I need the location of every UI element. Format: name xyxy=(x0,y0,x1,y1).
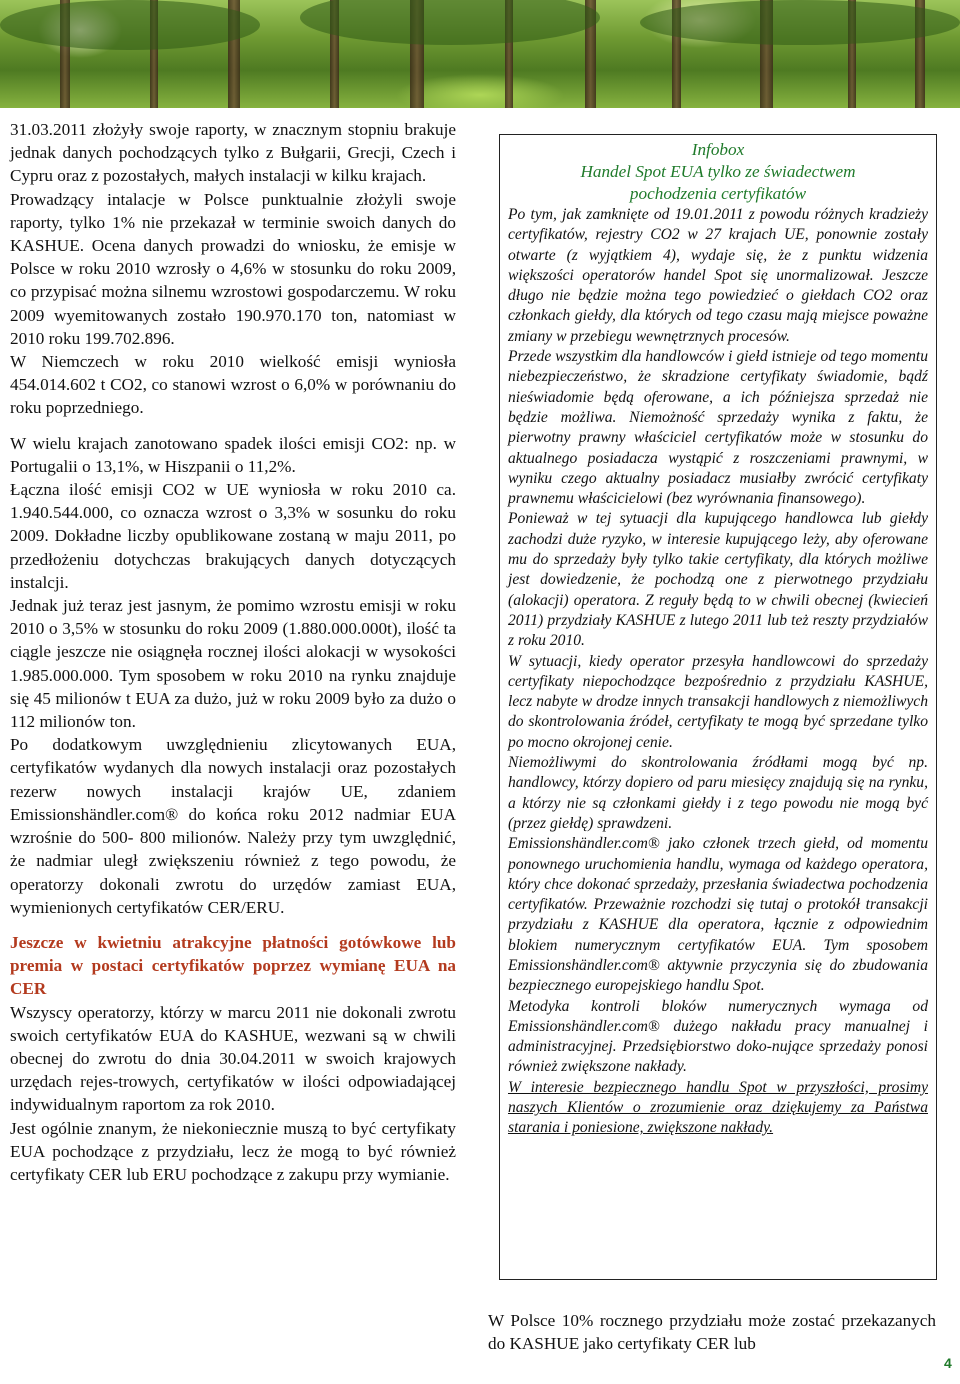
infobox-title: Handel Spot EUA tylko ze świadectwem xyxy=(580,162,856,181)
infobox-paragraph: Niemożliwymi do skontrolowania źródłami mogą być np. handlowcy, którzy dopiero od paru miesięcy znajdują się na rynku, a którzy nie są członkami giełdy i z tego powodu nie mogą być (przez giełdę) sprawdzeni. xyxy=(508,754,928,832)
infobox-paragraph: W sytuacji, kiedy operator przesyła handlowcowi do sprzedaży certyfikaty niepochodzące bezpośrednio z przydziału KASHUE, lecz nabyte w drodze innych transakcji handlowych z niemożliwych do skontrolowania źródeł, certyfikaty te mogą być sprzedane tylko po mocno okrojonej cenie. xyxy=(508,652,928,751)
paragraph: W wielu krajach zanotowano spadek ilości emisji CO2: np. w Portugalii o 13,1%, w Hiszpanii o 11,2%. xyxy=(10,433,456,476)
infobox-label: Infobox xyxy=(691,140,745,159)
paragraph: Jednak już teraz jest jasnym, że pomimo wzrostu emisji w roku 2010 o 3,5% w stosunku do roku 2009 (1.880.000.000t), ilość ta ciągle jeszcze nie osiągnęła rocznej ilości alokacji w wysokości 1.985.000.000. Tym sposobem w roku 2010 na rynku znajduje się 45 milionów t EUA za dużo, już w roku 2009 było za dużo o 112 milionów ton. xyxy=(10,596,456,732)
paragraph: Po dodatkowym uwzględnieniu zlicytowanych EUA, certyfikatów wydanych dla nowych instalacji oraz pozostałych rezerw nowych instalacji krajów UE, zdaniem Emissionshändler.com® do końca roku 2012 nadmiar EUA wzrośnie do 500- 800 milionów. Należy przy tym uwzględnić, że nadmiar uległ zwiększeniu również z tego powodu, że operatorzy dokonali zwrotu do urzędów zamiast EUA, wymienionych certyfikatów CER/ERU. xyxy=(10,735,456,917)
infobox xyxy=(499,134,937,1280)
main-article-column xyxy=(10,118,456,1186)
section-headline: Jeszcze w kwietniu atrakcyjne płatności gotówkowe lub premia w postaci certyfikatów poprzez wymianę EUA na CER xyxy=(10,932,456,999)
paragraph: W Niemczech w roku 2010 wielkość emisji wyniosła 454.014.602 t CO2, co stanowi wzrost o 6,0% w porównaniu do roku poprzedniego. xyxy=(10,352,456,418)
infobox-subtitle: pochodzenia certyfikatów xyxy=(629,184,807,203)
infobox-paragraph: Przede wszystkim dla handlowców i giełd istnieje od tego momentu niebezpieczeństwo, że skradzione certyfikaty świadomie, bądź nieświadomie będą oferowane, a ich późniejsza sprzedaż nie będzie możliwa. Niemożność sprzedaży wynika z faktu, że pierwotny prawny właściciel certyfikatów może w stosunku do aktualnego posiadacza wystąpić z roszczeniami prawnymi, w wyniku czego aktualny posiadacz musiałby zwrócić certyfikaty prawnemu właścicielowi (bez wyrównania finansowego). xyxy=(508,348,928,508)
infobox-closing-note: W interesie bezpiecznego handlu Spot w przyszłości, prosimy naszych Klientów o zrozumienie oraz dziękujemy za Państwa starania i poniesione, zwiększone nakłady. xyxy=(508,1078,928,1137)
infobox-paragraph: Emissionshändler.com® jako członek trzech giełd, od momentu ponownego uruchomienia handlu, wymaga od każdego operatora, który chce dokonać sprzedaży, przesłania świadectwa pochodzenia certyfikatów. Przeważnie rozchodzi się tutaj o protokół transakcji przydziału z KASHUE dla operatora, łącznie z odpowiednim blokiem numerycznym certyfikatów EUA. Tym sposobem Emissionshändler.com® aktywnie przyczynia się do zbudowania bezpiecznego europejskiego handlu Spot. xyxy=(508,835,928,995)
continuation-paragraph: W Polsce 10% rocznego przydziału może zostać przekazanych do KASHUE jako certyfikaty CER lub xyxy=(488,1311,936,1353)
infobox-paragraph: Po tym, jak zamknięte od 19.01.2011 z powodu różnych kradzieży certyfikatów, rejestry CO2 w 27 krajach UE, ponownie zostały otwarte (z wyjątkiem 4), wydaje się, że z punktu widzenia większości operatorów handel Spot się unormalizował. Jeszcze długo nie będzie można tego powiedzieć o giełdach CO2 oraz członkach giełdy, dla których od tego czasu mają miejsce poważne zmiany w przebiegu wewnętrznych procesów. xyxy=(508,206,928,345)
paragraph: Prowadzący intalacje w Polsce punktualnie złożyli swoje raporty, tylko 1% nie przekazał w terminie swoich danych do KASHUE. Ocena danych prowadzi do wniosku, że emisje w Polsce w roku 2010 wzrosły o 4,6% w stosunku do roku 2009, co przypisać można silnemu wzrostowi gospodarczemu. W roku 2009 wyemitowanych zostało 190.970.170 ton, natomiast w 2010 roku 199.702.896. xyxy=(10,189,456,348)
forest-banner-image xyxy=(0,0,960,108)
paragraph: Wszyscy operatorzy, którzy w marcu 2011 nie dokonali zwrotu swoich certyfikatów EUA do KASHUE, wezwani są w chwili obecnej do zwrotu do dnia 30.04.2011 w swoich krajowych urzędach rejes-trowych, certyfikatów w ilości odpowiadającej indywidualnym raportom za rok 2010. xyxy=(10,1002,456,1115)
infobox-paragraph: Ponieważ w tej sytuacji dla kupującego handlowca lub giełdy zachodzi duże ryzyko, w interesie kupującego leży, aby oferowane mu do sprzedaży były tylko takie certyfikaty, dla których możliwe jest dowiedzenie, że pochodzą one z pierwotnego przydziału (alokacji) operatora. Z reguły będą to w chwili obecnej (kwiecień 2011) przydziały KASHUE z lutego 2011 lub też reszty przydziałów z roku 2010. xyxy=(508,510,928,650)
paragraph: 31.03.2011 złożyły swoje raporty, w znacznym stopniu brakuje jednak danych pochodzących tylko z Bułgarii, Grecji, Czech i Cypru oraz z pozostałych, małych instalacji w kilku krajach. xyxy=(10,120,456,186)
paragraph: Łączna ilość emisji CO2 w UE wyniosła w roku 2010 ca. 1.940.544.000, co oznacza wzrost o 3,3% w sosunku do roku 2009. Dokładne liczby opublikowane zostaną w maju 2011, po przedłożeniu dotychczas brakujących danych dotyczących instalcji. xyxy=(10,480,456,592)
infobox-paragraph: Metodyka kontroli bloków numerycznych wymaga od Emissionshändler.com® dużego nakładu pracy manualnej i administracyjnej. Przedsiębiorstwo doko-nujące sprzedaży ponosi również zwiększone nakłady. xyxy=(508,997,928,1076)
paragraph: Jest ogólnie znanym, że niekoniecznie muszą to być certyfikaty EUA pochodzące z przydziału, lecz że mogą to być również certyfikaty CER lub ERU pochodzące z zakupu przy wymianie. xyxy=(10,1118,456,1184)
page-number: 4 xyxy=(944,1355,952,1371)
